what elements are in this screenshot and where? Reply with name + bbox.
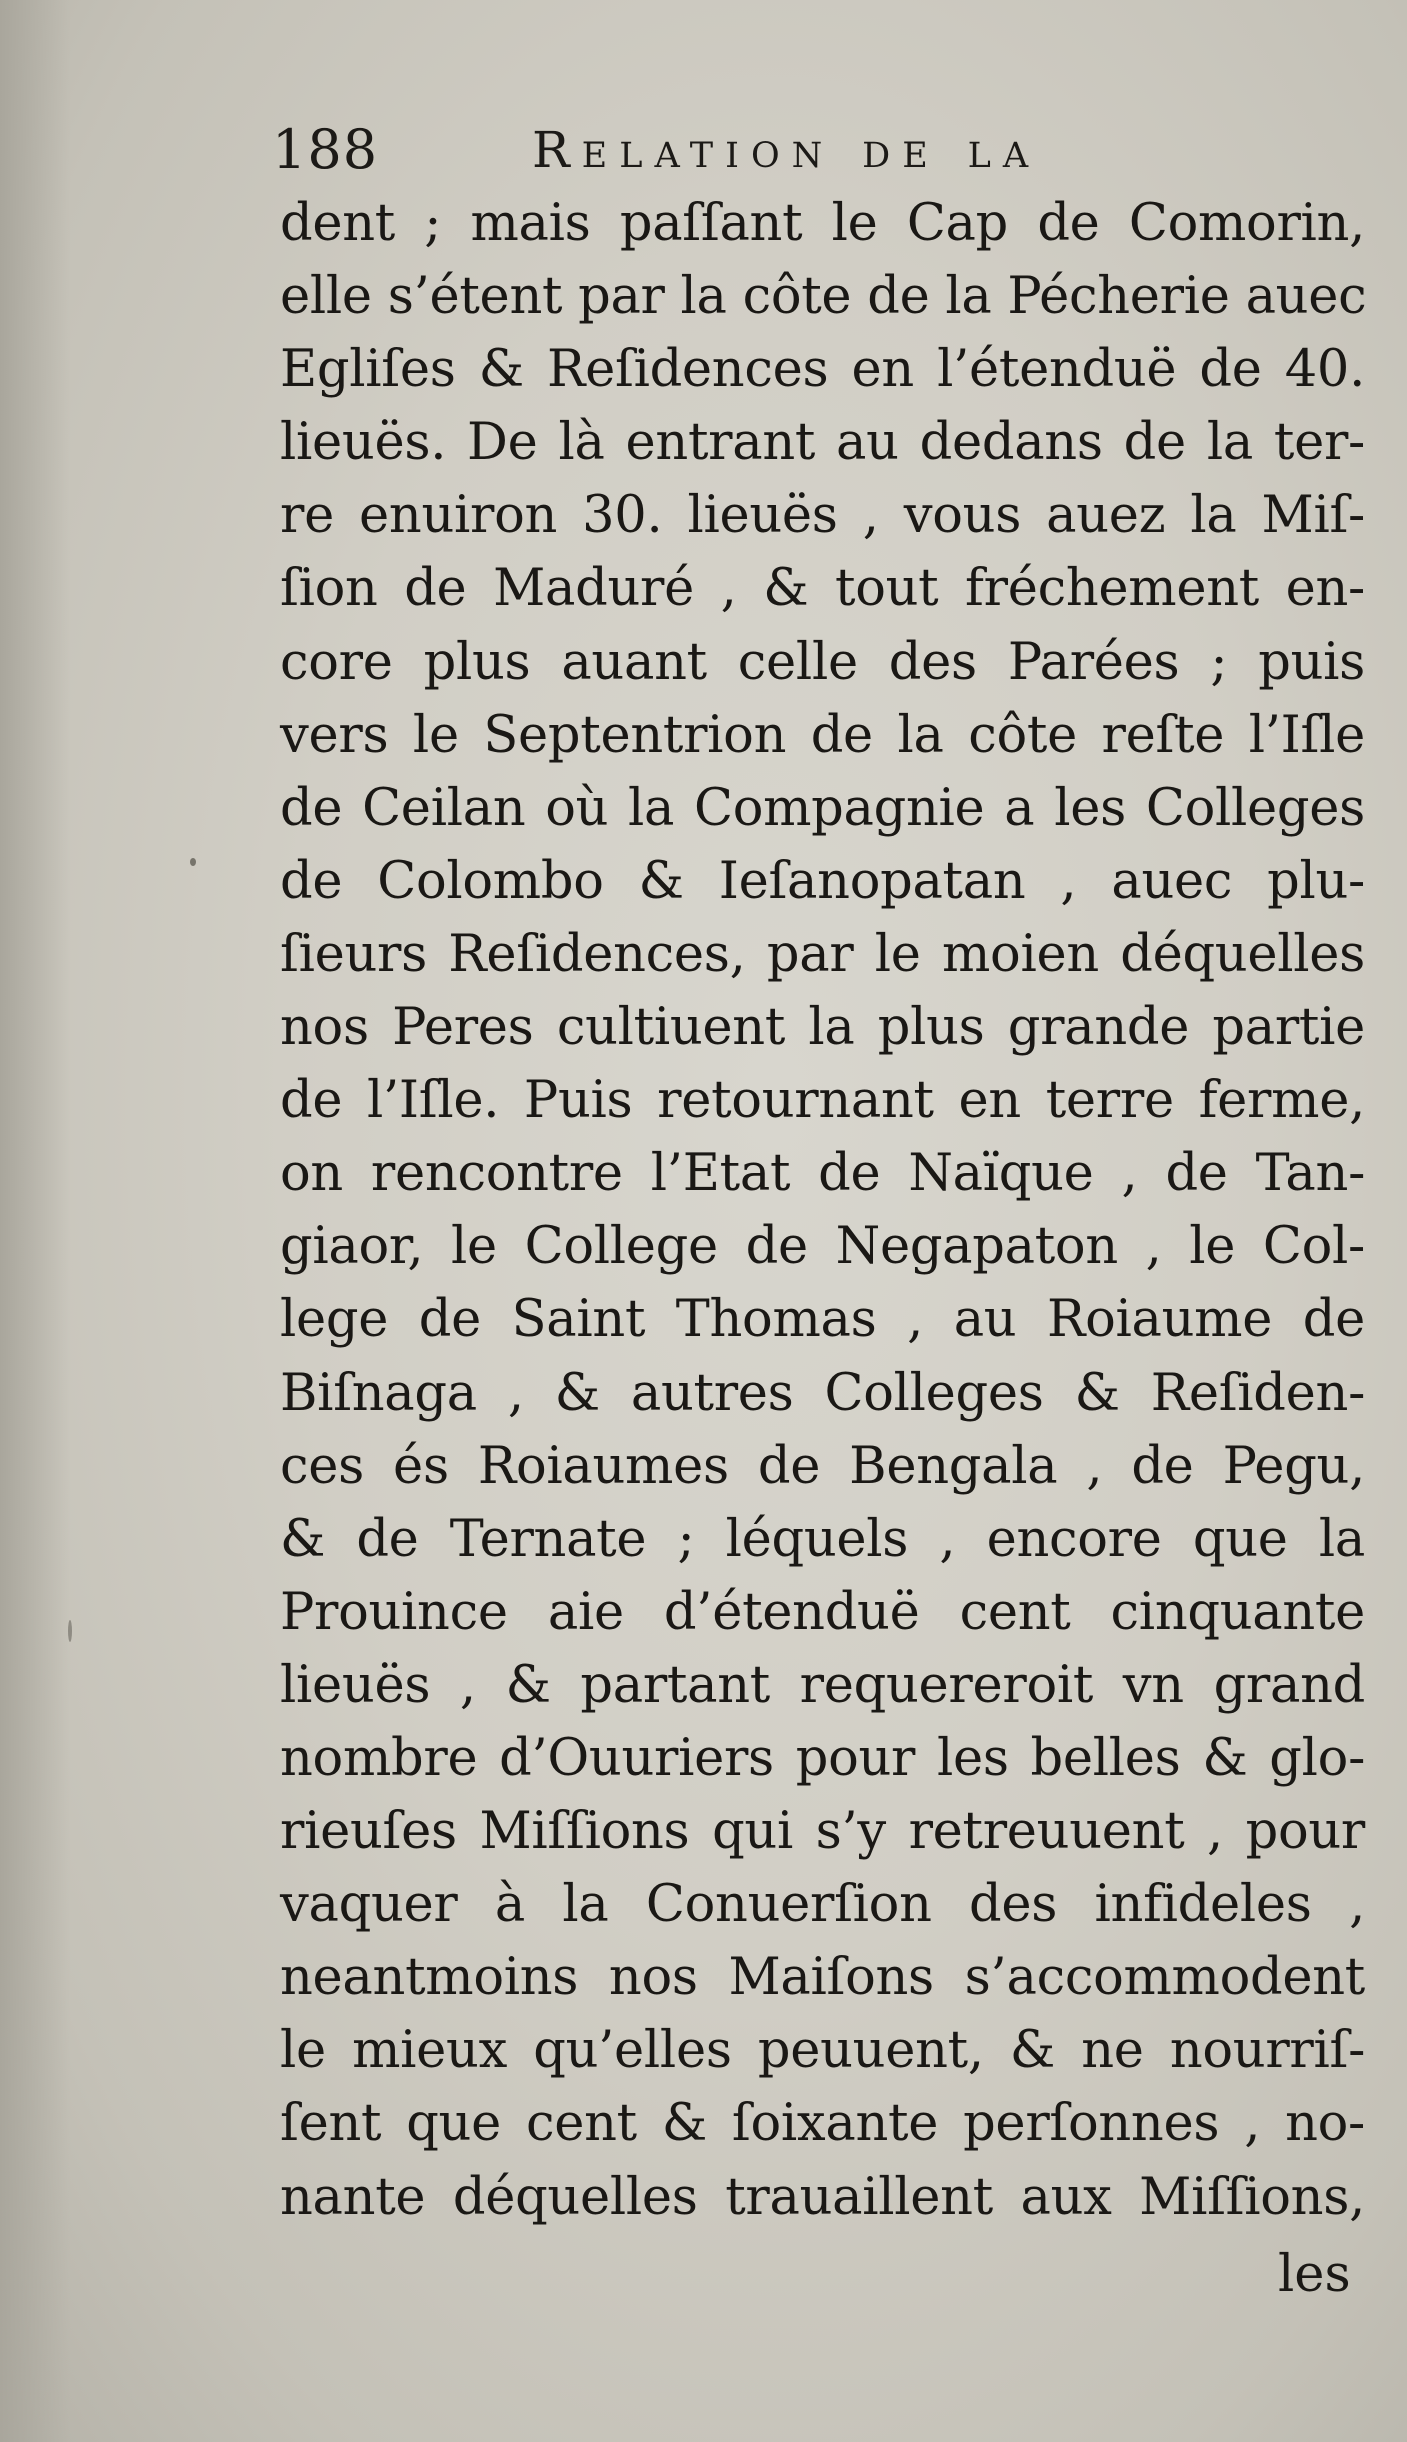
text-line: nante déquelles trauaillent aux Miſſions, xyxy=(280,2167,1365,2227)
text-line: on rencontre l’Etat de Naïque , de Tan- xyxy=(280,1144,1365,1204)
text-line: neantmoins nos Maiſons s’accommodent xyxy=(280,1948,1365,2008)
running-head-title: Relation de la xyxy=(532,121,1041,179)
body-text xyxy=(280,187,1365,2234)
text-line: vers le Septentrion de la côte reſte l’Iſle xyxy=(280,705,1365,765)
paper-speck xyxy=(190,858,196,866)
text-line: nombre d’Ouuriers pour les belles & glo- xyxy=(280,1728,1365,1788)
paper-mark xyxy=(68,1620,72,1642)
text-line: dent ; mais paſſant le Cap de Comorin, xyxy=(280,194,1365,253)
page-number: 188 xyxy=(272,118,379,181)
text-line: ſion de Maduré , & tout fréchement en- xyxy=(280,559,1365,619)
text-line: lieuës. De là entrant au dedans de la ter- xyxy=(280,413,1365,473)
text-line: de l’Iſle. Puis retournant en terre ferme, xyxy=(280,1071,1365,1131)
text-line: Prouince aie d’étenduë cent cinquante xyxy=(280,1582,1365,1642)
text-line: vaquer à la Conuerſion des infideles , xyxy=(280,1875,1365,1935)
catchword: les xyxy=(1278,2245,1351,2304)
text-line: nos Peres cultiuent la plus grande partie xyxy=(280,998,1365,1058)
text-line: elle s’étent par la côte de la Pécherie auec xyxy=(280,267,1367,327)
gutter-shadow xyxy=(0,0,70,2442)
text-line: re enuiron 30. lieuës , vous auez la Miſ- xyxy=(280,486,1365,546)
text-line: le mieux qu’elles peuuent, & ne nourriſ- xyxy=(280,2021,1365,2081)
text-line: ſieurs Reſidences, par le moien déquelles xyxy=(280,924,1365,984)
text-line: de Colombo & Ieſanopatan , auec plu- xyxy=(280,851,1365,911)
text-line: giaor, le College de Negapaton , le Col- xyxy=(280,1217,1365,1277)
text-line: ſent que cent & ſoixante perſonnes , no- xyxy=(280,2094,1365,2154)
text-line: lege de Saint Thomas , au Roiaume de xyxy=(280,1290,1365,1350)
text-line: ces és Roiaumes de Bengala , de Pegu, xyxy=(280,1436,1365,1496)
running-head xyxy=(272,115,1272,185)
text-line: Egliſes & Reſidences en l’étenduë de 40. xyxy=(280,340,1365,400)
text-line: core plus auant celle des Parées ; puis xyxy=(280,632,1365,692)
text-line: Biſnaga , & autres Colleges & Reſiden- xyxy=(280,1363,1365,1423)
text-line: rieuſes Miſſions qui s’y retreuuent , pour xyxy=(280,1802,1365,1862)
text-line: & de Ternate ; léquels , encore que la xyxy=(280,1509,1365,1569)
text-line: de Ceilan où la Compagnie a les Colleges xyxy=(280,778,1365,838)
text-line: lieuës , & partant requereroit vn grand xyxy=(280,1655,1365,1715)
